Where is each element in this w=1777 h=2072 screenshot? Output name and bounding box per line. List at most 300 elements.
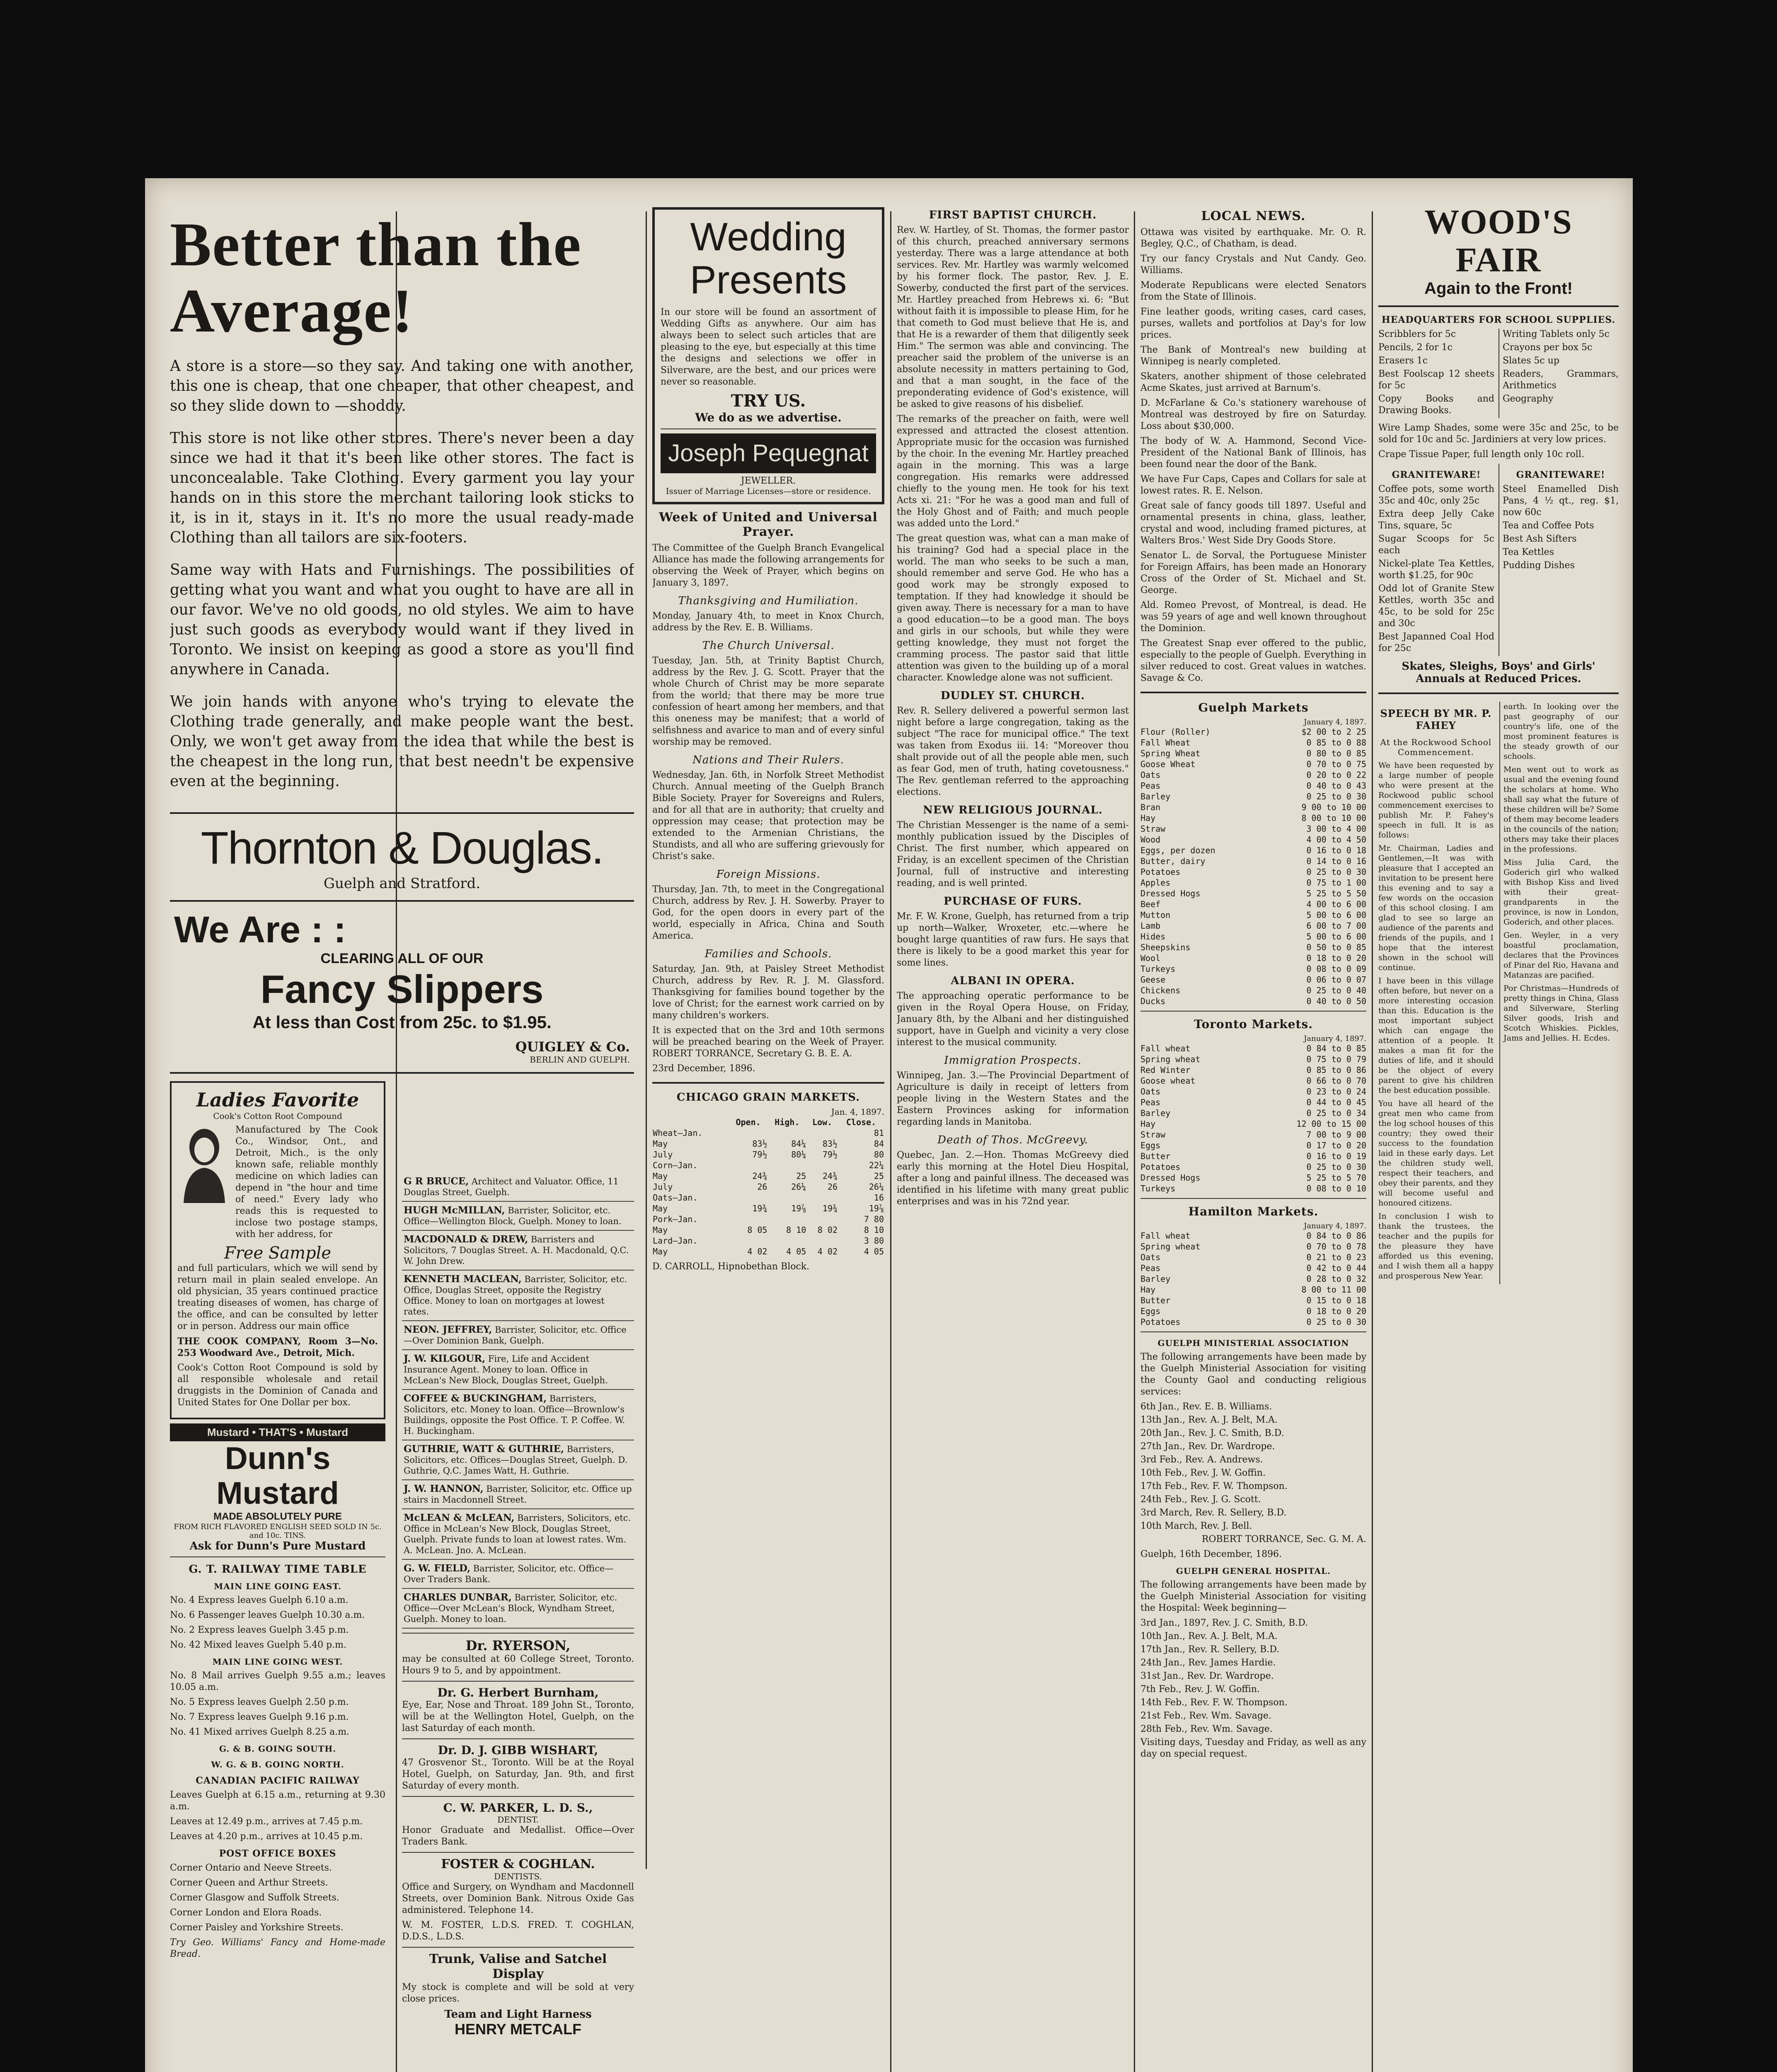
supply-item: Scribblers for 5c bbox=[1378, 329, 1456, 339]
chicago-header-row bbox=[652, 1117, 884, 1128]
market-row bbox=[1140, 856, 1366, 867]
hospital-row: 28th Feb., Rev. Wm. Savage. bbox=[1140, 1724, 1273, 1734]
railway-row: No. 8 Mail arrives Guelph 9.55 a.m.; leaves 10.05 a.m. bbox=[170, 1670, 385, 1692]
card-name: KENNETH MACLEAN, bbox=[404, 1273, 522, 1285]
market-price: 0 21 to 0 23 bbox=[1306, 1252, 1366, 1262]
speech-body: We have been requested by a large number of people who were present at the Rockwood public school commencement exercises to publish Mr. P. Fahey's speech in full. It is as follows: bbox=[1378, 761, 1494, 840]
ministerial-row: 3rd March, Rev. R. Sellery, B.D. bbox=[1140, 1508, 1287, 1518]
prayer-body: Thursday, Jan. 7th, to meet in the Congregational Church, address by Rev. J. H. Sowerby. Prayer to God, for the open doors in every part of the world, especially in Africa, China and South America. bbox=[652, 884, 884, 941]
graniteware-item: Best Japanned Coal Hod for 25c bbox=[1378, 632, 1494, 654]
market-row bbox=[1140, 1108, 1366, 1118]
market-price: 0 17 to 0 20 bbox=[1306, 1140, 1366, 1150]
chicago-value: 7 80 bbox=[864, 1214, 884, 1224]
market-item: Eggs bbox=[1140, 1140, 1161, 1150]
card-name: GUTHRIE, WATT & GUTHRIE, bbox=[404, 1443, 564, 1455]
hospital-row: 10th Jan., Rev. A. J. Belt, M.A. bbox=[1140, 1631, 1278, 1641]
hospital-row: 21st Feb., Rev. Wm. Savage. bbox=[1140, 1711, 1271, 1721]
woods-fair-title: WOOD'S FAIR bbox=[1424, 203, 1573, 279]
prayer-subhead: Thanksgiving and Humiliation. bbox=[678, 595, 859, 607]
market-row bbox=[1140, 996, 1366, 1007]
market-price: $2 00 to 2 25 bbox=[1301, 727, 1366, 737]
market-price: 0 42 to 0 44 bbox=[1306, 1263, 1366, 1273]
albani-body: The approaching operatic performance to be given in the Royal Opera House, on Friday, January 8th, by the Albani and her distinguished support, have in Guelph and vicinity a very close interest to the musical community. bbox=[897, 991, 1129, 1048]
market-price: 6 00 to 7 00 bbox=[1306, 921, 1366, 931]
post-row: Try Geo. Williams' Fancy and Home-made Bread. bbox=[170, 1937, 385, 1959]
journal-body: The Christian Messenger is the name of a semi-monthly publication issued by the Disciples of Christ. The first number, which appeared on Friday, is an excellent specimen of the Christian Journal, full of instructive and interesting reading, and is well printed. bbox=[897, 820, 1129, 888]
church-body: Rev. W. Hartley, of St. Thomas, the former pastor of this church, preached anniversary sermons yesterday. There was a large attendance at both services. Rev. Mr. Hartley was warmly welcomed by his former flock. The pastor, Rev. J. E. Sowerby, conducted the first part of the services. Mr. Hartley preached from Hebrews xi. 6: "But without faith it is impossible to please Him, for he that cometh to God must believe that He is, and that He is a rewarder of them that diligently seek Him." The sermon was able and convincing. The preacher said the problem of the universe is an absolute necessity in matters pertaining to God, and that a man sought, in the face of the preponderating evidence of God's existence, will be asked to give reasons of his disbelief. bbox=[897, 225, 1129, 409]
market-price: 9 00 to 10 00 bbox=[1301, 802, 1366, 812]
market-row bbox=[1140, 963, 1366, 974]
right-body: Gen. Weyler, in a very boastful proclamation, declares that the Provinces of Pinar del Rio, Havana and Matanzas are pacified. bbox=[1503, 931, 1619, 980]
graniteware-right bbox=[1499, 464, 1619, 656]
market-item: Hay bbox=[1140, 1285, 1156, 1295]
market-price: 5 00 to 6 00 bbox=[1306, 932, 1366, 942]
market-row bbox=[1140, 1241, 1366, 1252]
railway-row: No. 42 Mixed leaves Guelph 5.40 p.m. bbox=[170, 1640, 347, 1650]
market-row bbox=[1140, 1151, 1366, 1162]
divider bbox=[402, 1852, 634, 1853]
dunns-title: Dunn's Mustard bbox=[216, 1441, 339, 1511]
hamilton-market-rows bbox=[1140, 1230, 1366, 1327]
market-row bbox=[1140, 910, 1366, 920]
divider bbox=[402, 1633, 634, 1634]
railway-row: No. 41 Mixed arrives Guelph 8.25 a.m. bbox=[170, 1727, 350, 1737]
post-title: POST OFFICE BOXES bbox=[219, 1848, 337, 1859]
local-item: The Bank of Montreal's new building at Winnipeg is nearly completed. bbox=[1140, 345, 1366, 367]
card bbox=[402, 1509, 634, 1560]
market-price: 0 75 to 0 79 bbox=[1306, 1054, 1366, 1064]
market-item: Bran bbox=[1140, 802, 1161, 812]
dunns-subtitle-2: FROM RICH FLAVORED ENGLISH SEED SOLD IN 5c. and 10c. TINS. bbox=[174, 1523, 382, 1540]
graniteware-item: Coffee pots, some worth 35c and 40c, only 25c bbox=[1378, 484, 1494, 506]
death-body: Quebec, Jan. 2.—Hon. Thomas McGreevy died early this morning at the Hotel Dieu Hospital, after a long and painful illness. The deceased was identified in his lifetime with many great public enterprises and was in his 72nd year. bbox=[897, 1150, 1129, 1207]
cook-note: Cook's Cotton Root Compound is sold by all responsible wholesale and retail druggists in the Dominion of Canada and United States for One Dollar per box. bbox=[177, 1363, 378, 1408]
local-item: Try our fancy Crystals and Nut Candy. Geo. Williams. bbox=[1140, 254, 1366, 276]
chicago-col: Open. bbox=[736, 1117, 761, 1127]
chicago-value: 22¼ bbox=[869, 1160, 884, 1170]
card-name: HUGH McMILLAN, bbox=[404, 1205, 505, 1216]
supply-item: Copy Books and Drawing Books. bbox=[1378, 394, 1494, 416]
chicago-value: 4 05 bbox=[864, 1247, 884, 1256]
market-row bbox=[1140, 726, 1366, 737]
railway-row: No. 7 Express leaves Guelph 9.16 p.m. bbox=[170, 1712, 349, 1722]
market-price: 0 25 to 0 40 bbox=[1306, 985, 1366, 995]
card-text: Barristers, Solicitors, etc. Money to loan. Office—Brownlow's Buildings, opposite the Post Office. T. P. Coffee. W. H. Buckingham. bbox=[404, 1394, 625, 1436]
chicago-row bbox=[652, 1171, 884, 1181]
speech-heading: SPEECH BY MR. P. FAHEY bbox=[1380, 707, 1492, 731]
prayer-body: Wednesday, Jan. 6th, in Norfolk Street Methodist Church. Annual meeting of the Guelph Branch Bible Society. Prayer for Sovereigns and Rulers, and for all that are in authority; that cruelty and oppression may cease; that protection may be extended to the Armenian Christians, the Stundists, and all who are suffering grievously for Christ's sake. bbox=[652, 770, 884, 862]
market-price: 0 40 to 0 50 bbox=[1306, 996, 1366, 1006]
woods-fair-subtitle: Again to the Front! bbox=[1424, 279, 1573, 298]
market-price: 0 75 to 1 00 bbox=[1306, 878, 1366, 888]
prayer-subhead: Families and Schools. bbox=[705, 948, 832, 960]
chicago-value: 79½ bbox=[822, 1150, 838, 1159]
market-row bbox=[1140, 1075, 1366, 1086]
right-body: Por Christmas—Hundreds of pretty things in China, Glass and Silverware, Sterling Silver goods, Irish and Scotch Whiskies. Pickles, Jams and Jellies. H. Ecdes. bbox=[1503, 984, 1619, 1043]
market-item: Butter bbox=[1140, 1151, 1171, 1161]
chicago-commodity: July bbox=[653, 1150, 673, 1159]
dr-wishart: Dr. D. J. GIBB WISHART, bbox=[438, 1743, 598, 1757]
market-price: 0 16 to 0 18 bbox=[1306, 845, 1366, 855]
card-text: Barrister, Solicitor, etc. Office—Over McLean's Block, Wyndham Street, Guelph. Money to loan. bbox=[404, 1593, 617, 1624]
supply-item: Best Foolscap 12 sheets for 5c bbox=[1378, 369, 1494, 391]
immig-heading: Immigration Prospects. bbox=[944, 1054, 1082, 1067]
prayer-body: The Committee of the Guelph Branch Evangelical Alliance has made the following arrangements for observing the Week of Prayer, which begins on January 3, 1897. bbox=[652, 543, 884, 588]
market-item: Wood bbox=[1140, 835, 1161, 845]
chicago-row bbox=[652, 1160, 884, 1171]
church-body: The great question was, what can a man make of his training? God had a special place in the world. The man who seeks to be such a man, should remember and serve God. He who has a good work may be strongly exposed to temptation. If they had knowledge it should be given away. There is necessary for a man to have a good education—to be a good man. The boys and girls in our schools, but while they were getting knowledge, they must not forget the cramming process. The pastor said that little attention was given to the building up of a moral character. Knowledge alone was not sufficient. bbox=[897, 533, 1129, 683]
chicago-date: Jan. 4, 1897. bbox=[831, 1107, 884, 1117]
prayer-subhead: Foreign Missions. bbox=[716, 868, 821, 881]
free-sample: Free Sample bbox=[224, 1244, 332, 1263]
market-row bbox=[1140, 845, 1366, 856]
speech-body: You have all heard of the great men who came from the log school houses of this country; they owed their success to the foundation laid in these early days. Let the children study well, respect their teachers, and obey their parents, and they will become useful and honoured citizens. bbox=[1378, 1099, 1494, 1208]
market-price: 0 18 to 0 20 bbox=[1306, 953, 1366, 963]
divider bbox=[1140, 1331, 1366, 1332]
graniteware-item: Odd lot of Granite Stew Kettles, worth 35c and 45c, to be sold for 25c and 30c bbox=[1378, 583, 1494, 629]
market-row bbox=[1140, 780, 1366, 791]
mustard-line: Mustard • THAT'S • Mustard bbox=[170, 1423, 385, 1441]
hospital-body: The following arrangements have been made by the Guelph Ministerial Association for visiting the Hospital: Week beginning— bbox=[1140, 1580, 1366, 1613]
team-heading: Team and Light Harness bbox=[444, 2008, 592, 2021]
railway-east-rows bbox=[170, 1595, 385, 1651]
hamilton-markets-date: January 4, 1897. bbox=[1304, 1222, 1366, 1230]
market-row bbox=[1140, 877, 1366, 888]
market-item: Dressed Hogs bbox=[1140, 1173, 1201, 1183]
card bbox=[402, 1231, 634, 1271]
post-row: Corner London and Elora Roads. bbox=[170, 1907, 322, 1918]
column-3 bbox=[652, 203, 884, 2072]
market-item: Geese bbox=[1140, 975, 1166, 985]
column-rule bbox=[1134, 211, 1135, 2072]
market-row bbox=[1140, 1043, 1366, 1054]
speech-body: I have been in this village often before, but never on a more interesting occasion than this. Education is the most important subject which can engage the attention of a people. It makes a man fit for the duties of life, and it should be the object of every parent to give his children the best education possible. bbox=[1378, 976, 1494, 1095]
post-row: Corner Paisley and Yorkshire Streets. bbox=[170, 1922, 344, 1933]
market-row bbox=[1140, 1162, 1366, 1172]
market-row bbox=[1140, 1317, 1366, 1327]
market-price: 0 85 to 0 86 bbox=[1306, 1065, 1366, 1075]
professional-cards bbox=[402, 1173, 634, 1629]
try-us: TRY US. bbox=[731, 391, 806, 411]
market-item: Oats bbox=[1140, 770, 1161, 780]
hamilton-markets-heading: Hamilton Markets. bbox=[1188, 1205, 1319, 1218]
local-item: Great sale of fancy goods till 1897. Useful and ornamental presents in china, glass, leather, crystal and wood, including framed pictures, at Walters Bros.' West Side Dry Goods Store. bbox=[1140, 501, 1366, 546]
chicago-value: 80¼ bbox=[791, 1150, 806, 1159]
market-price: 0 14 to 0 16 bbox=[1306, 856, 1366, 866]
chicago-row bbox=[652, 1246, 884, 1257]
market-row bbox=[1140, 770, 1366, 780]
market-item: Goose Wheat bbox=[1140, 759, 1196, 769]
graniteware-item: Nickel-plate Tea Kettles, worth $1.25, for 90c bbox=[1378, 559, 1494, 581]
railway-row: No. 5 Express leaves Guelph 2.50 p.m. bbox=[170, 1697, 349, 1707]
chicago-value: 8 02 bbox=[817, 1225, 838, 1235]
foster-text: Office and Surgery, on Wyndham and Macdonnell Streets, over Dominion Bank. Nitrous Oxide Gas administered. Telephone 14. bbox=[402, 1882, 634, 1915]
market-row bbox=[1140, 759, 1366, 770]
guelph-markets-date: January 4, 1897. bbox=[1304, 718, 1366, 726]
market-item: Flour (Roller) bbox=[1140, 727, 1210, 737]
market-item: Butter bbox=[1140, 1295, 1171, 1305]
dr-wishart-text: 47 Grosvenor St., Toronto. Will be at the Royal Hotel, Guelph, on Saturday, Jan. 9th, and first Saturday of every month. bbox=[402, 1757, 634, 1791]
chicago-value: 81 bbox=[874, 1128, 884, 1138]
ministerial-body: The following arrangements have been made by the Guelph Ministerial Association for visiting the County Gaol and conducting religious services: bbox=[1140, 1352, 1366, 1397]
ministerial-row: 24th Feb., Rev. J. G. Scott. bbox=[1140, 1494, 1261, 1505]
chicago-value: 83½ bbox=[822, 1139, 838, 1149]
market-item: Dressed Hogs bbox=[1140, 888, 1201, 898]
death-heading: Death of Thos. McGreevy. bbox=[937, 1134, 1088, 1146]
slipper-price: At less than Cost from 25c. to $1.95. bbox=[252, 1012, 552, 1032]
market-price: 5 25 to 5 70 bbox=[1306, 1173, 1366, 1183]
market-price: 0 25 to 0 30 bbox=[1306, 1317, 1366, 1327]
market-row bbox=[1140, 920, 1366, 931]
market-row bbox=[1140, 1252, 1366, 1263]
chicago-col: Close. bbox=[846, 1117, 876, 1127]
market-row bbox=[1140, 823, 1366, 834]
chicago-row bbox=[652, 1214, 884, 1225]
chicago-row bbox=[652, 1235, 884, 1246]
ad-paragraph: This store is not like other stores. There's never been a day since we had it that it's been like other stores. The fact is unconcealable. Take Clothing. Every garment you lay your hands on in this store the merchant tailoring look sticks to it, is in it, stays in it. It's no more the usual ready-made Clothing than all tailors are six-footers. bbox=[170, 430, 634, 546]
supply-item: Pencils, 2 for 1c bbox=[1378, 342, 1453, 353]
card bbox=[402, 1560, 634, 1589]
cpr-row: Leaves at 12.49 p.m., arrives at 7.45 p.m. bbox=[170, 1816, 363, 1827]
headline: Better than the Average! bbox=[170, 210, 582, 345]
chicago-value bbox=[806, 1214, 838, 1225]
market-price: 0 50 to 0 85 bbox=[1306, 942, 1366, 952]
card bbox=[402, 1173, 634, 1202]
card-name: McLEAN & McLEAN, bbox=[404, 1512, 515, 1523]
supplies-table bbox=[1378, 329, 1619, 418]
chicago-row bbox=[652, 1225, 884, 1235]
guelph-market-rows bbox=[1140, 726, 1366, 1007]
market-price: 0 25 to 0 30 bbox=[1306, 792, 1366, 801]
railway-row: No. 4 Express leaves Guelph 6.10 a.m. bbox=[170, 1595, 349, 1605]
market-item: Peas bbox=[1140, 781, 1161, 791]
chicago-table bbox=[652, 1117, 884, 1257]
market-row bbox=[1140, 1273, 1366, 1284]
ad-paragraph: Same way with Hats and Furnishings. The possibilities of getting what you want and what you ought to have are all in our favor. We've no old goods, no old styles. We aim to have just such goods as everybody would want if they lived in Toronto. We insist on keeping as good a store as you'll find anywhere in Canada. bbox=[170, 562, 634, 678]
market-row bbox=[1140, 1306, 1366, 1317]
supply-item: Readers, Grammars, Arithmetics bbox=[1503, 369, 1619, 391]
chicago-row bbox=[652, 1128, 884, 1138]
foster-names: W. M. FOSTER, L.D.S. FRED. T. COGHLAN, D.D.S., L.D.S. bbox=[402, 1920, 634, 1942]
divider bbox=[1378, 305, 1619, 307]
column-rule bbox=[646, 211, 647, 1869]
chicago-value: 25 bbox=[796, 1171, 806, 1181]
chicago-value: 4 02 bbox=[817, 1247, 838, 1256]
chicago-value: 19¾ bbox=[822, 1203, 838, 1213]
divider bbox=[402, 1681, 634, 1682]
local-item: The body of W. A. Hammond, Second Vice-President of the National Bank of Illinois, has been found near the door of the Bank. bbox=[1140, 436, 1366, 470]
market-row bbox=[1140, 1129, 1366, 1140]
card-name: J. W. HANNON, bbox=[404, 1483, 484, 1494]
market-row bbox=[1140, 1284, 1366, 1295]
graniteware-item: Pudding Dishes bbox=[1503, 560, 1575, 571]
market-item: Lamb bbox=[1140, 921, 1161, 931]
railway-south-head: G. & B. GOING SOUTH. bbox=[219, 1744, 337, 1754]
local-item: D. McFarlane & Co.'s stationery warehouse of Montreal was destroyed by fire on Saturday. Loss about $30,000. bbox=[1140, 398, 1366, 431]
cpr-title: CANADIAN PACIFIC RAILWAY bbox=[196, 1775, 360, 1786]
card-text: Barrister, Solicitor, etc. Office—Over Traders Bank. bbox=[404, 1564, 614, 1584]
card-name: J. W. KILGOUR, bbox=[404, 1353, 486, 1364]
market-item: Beef bbox=[1140, 899, 1161, 909]
chicago-value bbox=[729, 1214, 768, 1225]
newspaper-page bbox=[145, 178, 1633, 2072]
speech-right bbox=[1499, 702, 1619, 1284]
market-price: 0 85 to 0 88 bbox=[1306, 738, 1366, 748]
divider bbox=[170, 1556, 385, 1557]
wedding-title: Wedding Presents bbox=[690, 215, 847, 302]
market-item: Ducks bbox=[1140, 996, 1166, 1006]
divider bbox=[170, 812, 634, 814]
divider bbox=[402, 1796, 634, 1797]
market-row bbox=[1140, 931, 1366, 942]
quigley-location: BERLIN AND GUELPH. bbox=[530, 1055, 630, 1065]
ministerial-rows bbox=[1140, 1401, 1366, 1532]
chicago-row bbox=[652, 1149, 884, 1160]
ministerial-row: 6th Jan., Rev. E. B. Williams. bbox=[1140, 1402, 1272, 1412]
chicago-value: 24¾ bbox=[752, 1171, 767, 1181]
market-item: Fall wheat bbox=[1140, 1043, 1191, 1053]
graniteware-left-heading: GRANITEWARE! bbox=[1392, 470, 1481, 480]
dudley-body: Rev. R. Sellery delivered a powerful sermon last night before a large congregation, taking as the subject "The race for municipal office." The text was taken from Exodus iii. 14: "Moreover thou shalt provide out of all the people able men, such as fear God, men of truth, hating covetousness." The Rev. gentleman referred to the approaching elections. bbox=[897, 706, 1129, 797]
market-price: 0 44 to 0 45 bbox=[1306, 1097, 1366, 1107]
market-price: 0 25 to 0 34 bbox=[1306, 1108, 1366, 1118]
market-item: Oats bbox=[1140, 1087, 1161, 1097]
market-row bbox=[1140, 899, 1366, 910]
graniteware-right-heading: GRANITEWARE! bbox=[1516, 470, 1605, 480]
market-item: Wool bbox=[1140, 953, 1161, 963]
dudley-heading: DUDLEY ST. CHURCH. bbox=[940, 690, 1085, 702]
prayer-subhead: Nations and Their Rulers. bbox=[692, 754, 844, 766]
jeweller-name: Joseph Pequegnat bbox=[661, 433, 876, 473]
market-row bbox=[1140, 1172, 1366, 1183]
chicago-commodity: May bbox=[653, 1225, 668, 1235]
skates-line: Skates, Sleighs, Boys' and Girls' Annuals at Reduced Prices. bbox=[1402, 660, 1595, 685]
local-item: Senator L. de Sorval, the Portuguese Minister for Foreign Affairs, has been made an Honorary Cross of the Order of St. Michael and St. George. bbox=[1140, 550, 1366, 595]
ministerial-signature: ROBERT TORRANCE, Sec. G. M. A. bbox=[1201, 1534, 1366, 1544]
chicago-row bbox=[652, 1181, 884, 1192]
market-item: Barley bbox=[1140, 1274, 1171, 1284]
chicago-value bbox=[767, 1214, 806, 1225]
immig-body: Winnipeg, Jan. 3.—The Provincial Department of Agriculture is daily in receipt of letters from people living in the Western States and the Eastern Provinces asking for information regarding lands in Manitoba. bbox=[897, 1070, 1129, 1127]
right-body: earth. In looking over the past geography of our country's life, one of the most prominent features is the steady growth of our schools. bbox=[1503, 702, 1619, 761]
church-body: The remarks of the preacher on faith, were well expressed and attracted the closest attention. Appropriate music for the occasion was furnished by the choir. In the evening Mr. Hartley preached again in the morning. This was a large congregation. His remarks were addressed chiefly to the young men. He took for his text Acts xi. 21: "For he was a good man and full of the Holy Ghost and of Faith; and much people was added unto the Lord." bbox=[897, 414, 1129, 529]
market-price: 0 40 to 0 43 bbox=[1306, 781, 1366, 791]
local-item: Fine leather goods, writing cases, card cases, purses, wallets and portfolios at Day's for low prices. bbox=[1140, 307, 1366, 340]
ministerial-row: 10th Feb., Rev. J. W. Goffin. bbox=[1140, 1468, 1266, 1478]
divider bbox=[1140, 1198, 1366, 1199]
market-item: Eggs bbox=[1140, 1306, 1161, 1316]
market-price: 0 18 to 0 20 bbox=[1306, 1306, 1366, 1316]
lamps-text: Wire Lamp Shades, some were 35c and 25c, to be sold for 10c and 5c. Jardiniers at very low prices. bbox=[1378, 423, 1619, 445]
graniteware-item: Tea and Coffee Pots bbox=[1503, 520, 1594, 531]
supplies-left bbox=[1378, 329, 1494, 418]
chicago-commodity: May bbox=[653, 1203, 668, 1213]
market-row bbox=[1140, 1295, 1366, 1306]
market-row bbox=[1140, 1230, 1366, 1241]
chicago-value: 8 05 bbox=[747, 1225, 767, 1235]
ladies-text: Manufactured by The Cook Co., Windsor, Ont., and Detroit, Mich., is the only known safe, reliable monthly medicine on which ladies can depend in "the hour and time of need." Every lady who reads this is requested to inclose two postage stamps, with her address, for bbox=[235, 1125, 378, 1239]
market-item: Barley bbox=[1140, 792, 1171, 801]
column-2 bbox=[402, 1173, 634, 2072]
lady-portrait-icon bbox=[177, 1124, 231, 1203]
firm-location: Guelph and Stratford. bbox=[323, 875, 481, 892]
market-item: Turkeys bbox=[1140, 964, 1176, 974]
market-price: 0 70 to 0 75 bbox=[1306, 759, 1366, 769]
market-row bbox=[1140, 802, 1366, 813]
market-price: 0 06 to 0 07 bbox=[1306, 975, 1366, 985]
hospital-row: 14th Feb., Rev. F. W. Thompson. bbox=[1140, 1697, 1288, 1708]
market-price: 8 00 to 11 00 bbox=[1301, 1285, 1366, 1295]
toronto-markets-heading: Toronto Markets. bbox=[1194, 1017, 1313, 1031]
chicago-value: 84¼ bbox=[791, 1139, 806, 1149]
card-name: G. W. FIELD, bbox=[404, 1563, 471, 1574]
trunk-text: My stock is complete and will be sold at very close prices. bbox=[402, 1982, 634, 2004]
prayer-body: Saturday, Jan. 9th, at Paisley Street Methodist Church, address by Rev. R. J. M. Glassford. Thanksgiving for families bound together by the love of Christ; for the earnest work carried on by many children's workers. bbox=[652, 964, 884, 1021]
card-name: G R BRUCE, bbox=[404, 1176, 469, 1187]
market-row bbox=[1140, 737, 1366, 748]
clearing-text: CLEARING ALL OF OUR bbox=[320, 951, 484, 966]
market-item: Hay bbox=[1140, 1119, 1156, 1129]
market-item: Eggs, per dozen bbox=[1140, 845, 1215, 855]
chicago-value: 26¼ bbox=[869, 1182, 884, 1192]
ministerial-row: 20th Jan., Rev. J. C. Smith, B.D. bbox=[1140, 1428, 1284, 1438]
railway-row: No. 6 Passenger leaves Guelph 10.30 a.m. bbox=[170, 1610, 365, 1620]
market-row bbox=[1140, 974, 1366, 985]
card bbox=[402, 1321, 634, 1350]
market-price: 0 28 to 0 32 bbox=[1306, 1274, 1366, 1284]
divider bbox=[1378, 692, 1619, 694]
lower-left-stack bbox=[170, 1081, 385, 1960]
parker-title: DENTIST. bbox=[497, 1815, 539, 1825]
wedding-text: In our store will be found an assortment of Wedding Gifts as anywhere. Our aim has always been to select such articles that are pleasing to the eye, but especially at this time the designs and selections we offer in Silverware, are the best, and our prices were never so reasonable. bbox=[661, 307, 876, 387]
dr-ryerson-text: may be consulted at 60 College Street, Toronto. Hours 9 to 5, and by appointment. bbox=[402, 1654, 634, 1676]
local-item: Ottawa was visited by earthquake. Mr. O. R. Begley, Q.C., of Chatham, is dead. bbox=[1140, 227, 1366, 249]
market-row bbox=[1140, 1118, 1366, 1129]
card-text: Barrister, Solicitor, etc. Office—Wellington Block, Guelph. Money to loan. bbox=[404, 1205, 622, 1226]
cpr-row: Leaves at 4.20 p.m., arrives at 10.45 p.m. bbox=[170, 1831, 363, 1842]
chicago-value: 3 80 bbox=[864, 1236, 884, 1246]
toronto-markets-date: January 4, 1897. bbox=[1304, 1034, 1366, 1043]
furs-body: Mr. F. W. Krone, Guelph, has returned from a trip up north—Walker, Wroxeter, etc.—where he bought large quantities of raw furs. He says that there is likely to be a good market this year for some lines. bbox=[897, 911, 1129, 968]
graniteware-item: Extra deep Jelly Cake Tins, square, 5c bbox=[1378, 509, 1494, 531]
post-row: Corner Glasgow and Suffolk Streets. bbox=[170, 1893, 339, 1903]
card-name: CHARLES DUNBAR, bbox=[404, 1592, 512, 1603]
card bbox=[402, 1202, 634, 1231]
foster-name: FOSTER & COGHLAN. bbox=[441, 1857, 595, 1871]
supply-item: Erasers 1c bbox=[1378, 356, 1428, 366]
market-row bbox=[1140, 748, 1366, 759]
speech-left bbox=[1378, 702, 1494, 1284]
market-price: 0 84 to 0 86 bbox=[1306, 1231, 1366, 1241]
market-price: 0 25 to 0 30 bbox=[1306, 1162, 1366, 1172]
hospital-row: 17th Jan., Rev. R. Sellery, B.D. bbox=[1140, 1644, 1280, 1655]
speech-body: Mr. Chairman, Ladies and Gentlemen,—It was with pleasure that I accepted an invitation to be present here this evening and to say a few words on the occasion of this school closing. I am glad to see so large an audience of the parents and friends of the pupils, and I hope that the interest shown in the school will continue. bbox=[1378, 844, 1494, 972]
card bbox=[402, 1350, 634, 1390]
market-row bbox=[1140, 1054, 1366, 1065]
furs-heading: PURCHASE OF FURS. bbox=[944, 895, 1082, 908]
chicago-value bbox=[806, 1192, 838, 1203]
quigley-block bbox=[174, 1039, 630, 1065]
ad-paragraph: We join hands with anyone who's trying to elevate the Clothing trade generally, and make people want the best. Only, we won't get away from the idea that while the best is the cheapest in the long run, that best needn't be expensive even at the beginning. bbox=[170, 693, 634, 790]
chicago-heading: CHICAGO GRAIN MARKETS. bbox=[676, 1091, 860, 1104]
chicago-commodity: Wheat—Jan. bbox=[653, 1128, 703, 1138]
chicago-value: 26 bbox=[757, 1182, 767, 1192]
market-item: Spring wheat bbox=[1140, 1054, 1201, 1064]
guelph-markets-heading: Guelph Markets bbox=[1198, 701, 1309, 714]
column-rule bbox=[890, 211, 891, 2072]
market-item: Sheepskins bbox=[1140, 942, 1191, 952]
card bbox=[402, 1271, 634, 1321]
